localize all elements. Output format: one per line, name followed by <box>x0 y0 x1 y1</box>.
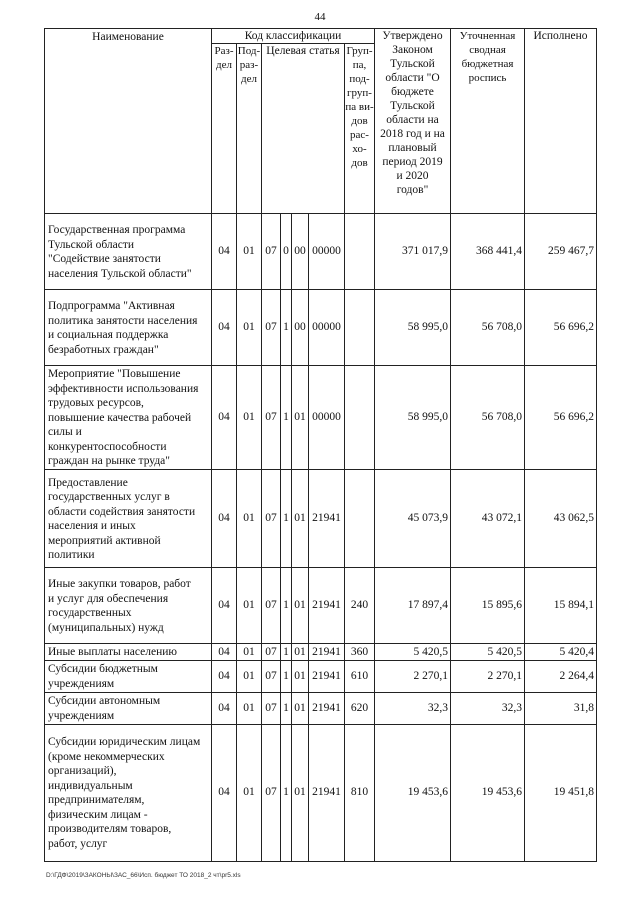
row-executed: 19 451,8 <box>525 724 597 861</box>
table-body <box>45 214 597 862</box>
row-executed: 5 420,4 <box>525 644 597 661</box>
row-name: Мероприятие "Повышение эффективности использования трудовых ресурсов, повышение качества рабочей силы и конкурентоспособности граждан на рынке труда" <box>45 366 212 470</box>
header-refined: Уточненная сводная бюджетная роспись <box>451 29 525 214</box>
row-expense-group <box>345 290 375 366</box>
row-target-program: 07 <box>262 290 281 366</box>
row-expense-group <box>345 366 375 470</box>
row-name: Субсидии бюджетным учреждениям <box>45 660 212 692</box>
row-target-event: 01 <box>292 692 309 724</box>
row-expense-group <box>345 214 375 290</box>
row-target-event: 00 <box>292 290 309 366</box>
row-target-subprogram: 1 <box>281 724 292 861</box>
row-target-subprogram: 1 <box>281 470 292 568</box>
row-approved: 5 420,5 <box>375 644 451 661</box>
row-executed: 15 894,1 <box>525 568 597 644</box>
row-executed: 43 062,5 <box>525 470 597 568</box>
row-subsection: 01 <box>237 660 262 692</box>
row-executed: 56 696,2 <box>525 366 597 470</box>
row-target-program: 07 <box>262 724 281 861</box>
row-target-direction: 21941 <box>309 692 345 724</box>
row-approved: 371 017,9 <box>375 214 451 290</box>
row-subsection: 01 <box>237 724 262 861</box>
row-expense-group: 610 <box>345 660 375 692</box>
row-refined: 43 072,1 <box>451 470 525 568</box>
row-target-subprogram: 1 <box>281 290 292 366</box>
row-executed: 259 467,7 <box>525 214 597 290</box>
row-name: Предоставление государственных услуг в области содействия занятости населения и иных мероприятий активной политики <box>45 470 212 568</box>
row-subsection: 01 <box>237 470 262 568</box>
row-target-subprogram: 1 <box>281 692 292 724</box>
row-expense-group: 360 <box>345 644 375 661</box>
row-approved: 58 995,0 <box>375 290 451 366</box>
header-approved: Утверждено Законом Тульской области "О бюджете Тульской области на 2018 год и на плановый период 2019 и 2020 годов" <box>375 29 451 214</box>
row-target-direction: 21941 <box>309 644 345 661</box>
table-row <box>45 568 597 644</box>
file-path-footer: D:\ГДФ\2019\ЗАКОНЫ\ЗАС_66\Исп. бюджет ТО 2018_2 чт\pr5.xls <box>46 872 241 879</box>
row-executed: 56 696,2 <box>525 290 597 366</box>
row-section: 04 <box>212 366 237 470</box>
row-refined: 56 708,0 <box>451 366 525 470</box>
row-target-direction: 00000 <box>309 366 345 470</box>
row-approved: 2 270,1 <box>375 660 451 692</box>
row-target-event: 01 <box>292 366 309 470</box>
header-section: Раз- дел <box>212 44 237 214</box>
row-target-event: 01 <box>292 644 309 661</box>
table-row <box>45 366 597 470</box>
table-row <box>45 644 597 661</box>
row-target-subprogram: 1 <box>281 644 292 661</box>
table-row <box>45 290 597 366</box>
row-subsection: 01 <box>237 214 262 290</box>
row-section: 04 <box>212 692 237 724</box>
row-section: 04 <box>212 290 237 366</box>
row-expense-group: 240 <box>345 568 375 644</box>
row-target-program: 07 <box>262 692 281 724</box>
row-approved: 45 073,9 <box>375 470 451 568</box>
row-section: 04 <box>212 568 237 644</box>
header-executed: Исполнено <box>525 29 597 214</box>
row-name: Подпрограмма "Активная политика занятости населения и социальная поддержка безработных граждан" <box>45 290 212 366</box>
row-refined: 56 708,0 <box>451 290 525 366</box>
row-section: 04 <box>212 724 237 861</box>
row-expense-group <box>345 470 375 568</box>
header-classification-code: Код классификации <box>212 29 375 44</box>
row-target-direction: 21941 <box>309 660 345 692</box>
row-expense-group: 620 <box>345 692 375 724</box>
table-row <box>45 214 597 290</box>
row-refined: 5 420,5 <box>451 644 525 661</box>
row-approved: 19 453,6 <box>375 724 451 861</box>
row-target-program: 07 <box>262 366 281 470</box>
row-subsection: 01 <box>237 366 262 470</box>
row-subsection: 01 <box>237 644 262 661</box>
row-target-event: 00 <box>292 214 309 290</box>
table-header <box>45 29 597 214</box>
row-target-event: 01 <box>292 724 309 861</box>
page-number: 44 <box>314 11 326 23</box>
row-target-direction: 21941 <box>309 470 345 568</box>
budget-table <box>44 28 597 862</box>
table-row <box>45 724 597 861</box>
header-expense-group: Груп- па, под- груп- па ви- дов рас- хо- дов <box>345 44 375 214</box>
row-subsection: 01 <box>237 568 262 644</box>
header-target-article: Целевая статья <box>262 44 345 214</box>
row-section: 04 <box>212 660 237 692</box>
row-name: Субсидии юридическим лицам (кроме некоммерческих организаций), индивидуальным предпринимателям, физическим лицам - производителям товаров, работ, услуг <box>45 724 212 861</box>
row-refined: 2 270,1 <box>451 660 525 692</box>
table-row <box>45 692 597 724</box>
row-target-event: 01 <box>292 470 309 568</box>
row-executed: 2 264,4 <box>525 660 597 692</box>
row-section: 04 <box>212 214 237 290</box>
header-subsection: Под- раз- дел <box>237 44 262 214</box>
row-refined: 32,3 <box>451 692 525 724</box>
row-approved: 17 897,4 <box>375 568 451 644</box>
row-target-event: 01 <box>292 660 309 692</box>
row-target-direction: 21941 <box>309 724 345 861</box>
row-target-direction: 21941 <box>309 568 345 644</box>
header-name: Наименование <box>45 29 212 214</box>
row-section: 04 <box>212 470 237 568</box>
row-executed: 31,8 <box>525 692 597 724</box>
row-target-program: 07 <box>262 660 281 692</box>
row-approved: 32,3 <box>375 692 451 724</box>
row-target-event: 01 <box>292 568 309 644</box>
row-name: Государственная программа Тульской области "Содействие занятости населения Тульской области" <box>45 214 212 290</box>
row-target-subprogram: 0 <box>281 214 292 290</box>
row-target-direction: 00000 <box>309 214 345 290</box>
row-target-program: 07 <box>262 214 281 290</box>
row-expense-group: 810 <box>345 724 375 861</box>
row-target-subprogram: 1 <box>281 568 292 644</box>
row-target-direction: 00000 <box>309 290 345 366</box>
row-target-subprogram: 1 <box>281 366 292 470</box>
row-name: Иные закупки товаров, работ и услуг для обеспечения государственных (муниципальных) нужд <box>45 568 212 644</box>
table-row <box>45 470 597 568</box>
row-refined: 368 441,4 <box>451 214 525 290</box>
row-section: 04 <box>212 644 237 661</box>
row-target-program: 07 <box>262 644 281 661</box>
row-subsection: 01 <box>237 290 262 366</box>
row-approved: 58 995,0 <box>375 366 451 470</box>
row-name: Иные выплаты населению <box>45 644 212 661</box>
table-row <box>45 660 597 692</box>
row-target-program: 07 <box>262 470 281 568</box>
row-name: Субсидии автономным учреждениям <box>45 692 212 724</box>
row-target-program: 07 <box>262 568 281 644</box>
row-target-subprogram: 1 <box>281 660 292 692</box>
row-refined: 15 895,6 <box>451 568 525 644</box>
row-refined: 19 453,6 <box>451 724 525 861</box>
row-subsection: 01 <box>237 692 262 724</box>
